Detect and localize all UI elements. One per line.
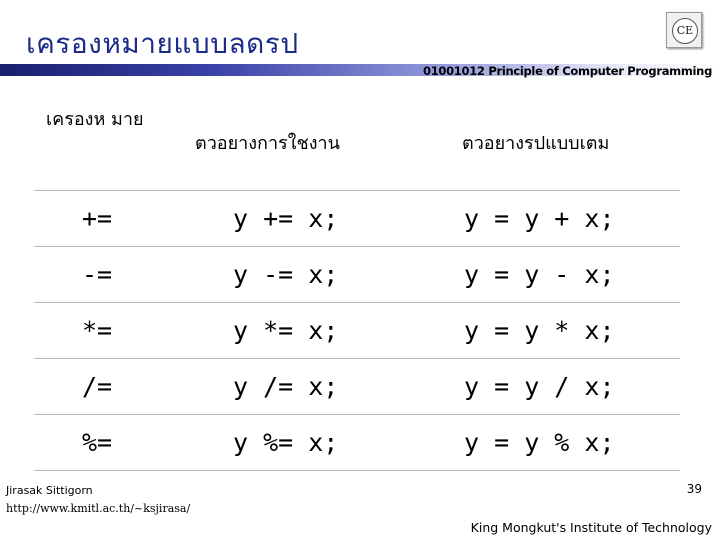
example-cell: y /= x;: [175, 359, 436, 415]
full-form-cell: y = y % x;: [436, 415, 680, 471]
example-cell: y %= x;: [175, 415, 436, 471]
full-form-cell: y = y + x;: [436, 191, 680, 247]
operator-cell: /=: [34, 359, 175, 415]
example-cell: y -= x;: [175, 247, 436, 303]
table-row: [34, 415, 680, 471]
table-row: [34, 191, 680, 247]
full-form-cell: y = y - x;: [436, 247, 680, 303]
full-form-cell: y = y / x;: [436, 359, 680, 415]
example-cell: y += x;: [175, 191, 436, 247]
page-number: 39: [686, 482, 702, 496]
course-title: 01001012 Principle of Computer Programming: [423, 64, 712, 78]
header-symbol: เครองห มาย: [34, 95, 175, 191]
author-block: [6, 482, 190, 518]
operator-cell: *=: [34, 303, 175, 359]
operator-cell: -=: [34, 247, 175, 303]
ce-logo: [666, 12, 702, 48]
table-row: [34, 359, 680, 415]
slide-title: เครองหมายแบบลดรป: [26, 27, 299, 60]
table-header-row: [34, 95, 680, 191]
operator-cell: +=: [34, 191, 175, 247]
header-full-form: ตวอยางรปแบบเตม: [436, 95, 680, 191]
operator-cell: %=: [34, 415, 175, 471]
table-row: [34, 247, 680, 303]
institute-name: King Mongkut's Institute of Technology: [470, 520, 712, 535]
example-cell: y *= x;: [175, 303, 436, 359]
header-example: ตวอยางการใชงาน: [175, 95, 436, 191]
ce-logo-mark: CE: [672, 18, 698, 44]
author-name: Jirasak Sittigorn: [6, 484, 93, 497]
author-url[interactable]: http://www.kmitl.ac.th/~ksjirasa/: [6, 502, 191, 515]
full-form-cell: y = y * x;: [436, 303, 680, 359]
table-row: [34, 303, 680, 359]
operators-table: [34, 95, 680, 471]
